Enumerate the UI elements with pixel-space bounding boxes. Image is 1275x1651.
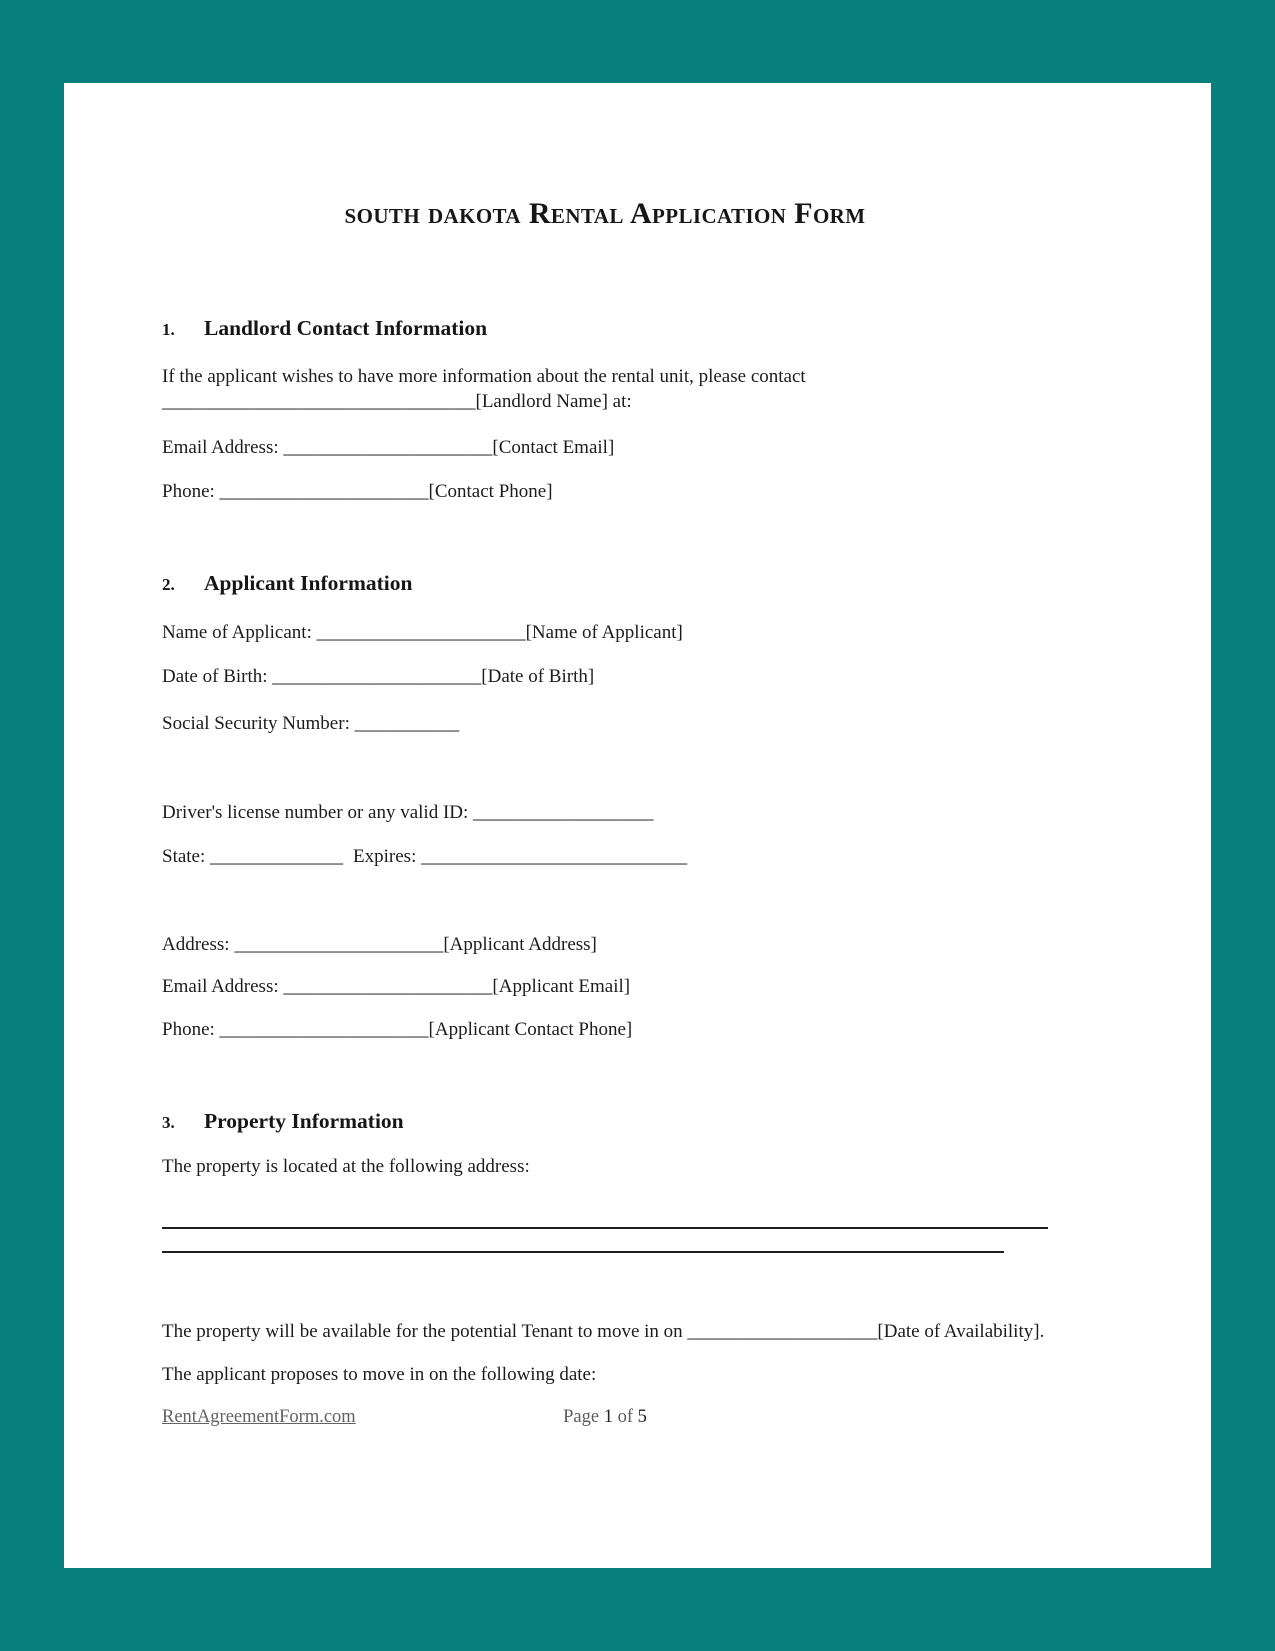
dob-blank: ______________________ bbox=[272, 666, 482, 687]
page-number: 1 bbox=[603, 1407, 613, 1427]
intro-text-after: at: bbox=[607, 391, 632, 412]
applicant-phone-blank: ______________________ bbox=[219, 1019, 429, 1040]
phone-placeholder: [Contact Phone] bbox=[428, 481, 553, 502]
applicant-phone-row bbox=[162, 1017, 1048, 1042]
proposes-move-in-text: The applicant proposes to move in on the following date: bbox=[162, 1364, 597, 1385]
applicant-email-row bbox=[162, 974, 1048, 999]
landlord-name-placeholder: [Landlord Name] bbox=[475, 391, 608, 412]
of-label: of bbox=[617, 1407, 633, 1427]
applicant-address-row bbox=[162, 932, 1048, 957]
date-of-birth-row bbox=[162, 664, 1048, 689]
property-located-text: The property is located at the following address: bbox=[162, 1156, 530, 1177]
document-title: south dakota Rental Application Form bbox=[344, 197, 866, 230]
phone-blank: ______________________ bbox=[219, 481, 429, 502]
field-label: Email Address: bbox=[162, 437, 284, 458]
landlord-name-blank: _________________________________ bbox=[162, 391, 476, 412]
property-address-blank-line-1 bbox=[162, 1227, 1048, 1229]
field-label: Date of Birth: bbox=[162, 666, 273, 687]
landlord-intro-paragraph bbox=[162, 364, 1048, 414]
intro-text: If the applicant wishes to have more information about the rental unit, please contact bbox=[162, 366, 806, 387]
field-label: Driver's license number or any valid ID: bbox=[162, 802, 474, 823]
state-blank: ______________ bbox=[210, 846, 344, 867]
footer-left bbox=[162, 1405, 457, 1430]
state-expires-row bbox=[162, 844, 1048, 869]
ssn-blank: ___________ bbox=[354, 713, 460, 734]
dob-placeholder: [Date of Birth] bbox=[481, 666, 595, 687]
address-placeholder: [Applicant Address] bbox=[443, 934, 597, 955]
section-number: 1. bbox=[162, 320, 175, 339]
availability-paragraph bbox=[162, 1319, 1048, 1344]
address-blank: ______________________ bbox=[234, 934, 444, 955]
field-label: State: bbox=[162, 846, 211, 867]
name-blank: ______________________ bbox=[316, 622, 526, 643]
section-heading-applicant-info bbox=[162, 569, 1048, 599]
section-heading-property-info bbox=[162, 1107, 1048, 1137]
drivers-license-row bbox=[162, 800, 1048, 825]
field-label: Social Security Number: bbox=[162, 713, 355, 734]
applicant-phone-placeholder: [Applicant Contact Phone] bbox=[428, 1019, 633, 1040]
field-label: Phone: bbox=[162, 1019, 220, 1040]
section-heading-text: Property Information bbox=[204, 1109, 404, 1133]
license-blank: ___________________ bbox=[473, 802, 654, 823]
page-total: 5 bbox=[637, 1407, 647, 1427]
section-number: 3. bbox=[162, 1113, 175, 1132]
section-number: 2. bbox=[162, 575, 175, 594]
availability-text: The property will be available for the potential Tenant to move in on bbox=[162, 1321, 688, 1342]
field-label: Phone: bbox=[162, 481, 220, 502]
expires-blank: ____________________________ bbox=[421, 846, 688, 867]
field-label: Email Address: bbox=[162, 976, 284, 997]
page-indicator bbox=[457, 1405, 752, 1430]
availability-placeholder: [Date of Availability]. bbox=[877, 1321, 1045, 1342]
document-page bbox=[64, 83, 1211, 1568]
section-heading-text: Landlord Contact Information bbox=[204, 316, 488, 340]
field-label: Name of Applicant: bbox=[162, 622, 317, 643]
field-label: Address: bbox=[162, 934, 235, 955]
page-label: Page bbox=[563, 1407, 600, 1427]
applicant-email-placeholder: [Applicant Email] bbox=[492, 976, 631, 997]
field-label: Expires: bbox=[353, 846, 422, 867]
page-footer bbox=[162, 1405, 1048, 1430]
property-address-blank-line-2 bbox=[162, 1251, 1004, 1253]
email-blank: ______________________ bbox=[283, 437, 493, 458]
landlord-phone-row bbox=[162, 479, 1048, 504]
availability-date-blank: ____________________ bbox=[687, 1321, 878, 1342]
applicant-email-blank: ______________________ bbox=[283, 976, 493, 997]
email-placeholder: [Contact Email] bbox=[492, 437, 615, 458]
name-placeholder: [Name of Applicant] bbox=[525, 622, 683, 643]
landlord-email-row bbox=[162, 435, 1048, 460]
section-heading-text: Applicant Information bbox=[204, 571, 413, 595]
ssn-row bbox=[162, 711, 1048, 736]
applicant-name-row bbox=[162, 620, 1048, 645]
site-link[interactable]: RentAgreementForm.com bbox=[162, 1407, 356, 1427]
section-heading-landlord-contact bbox=[162, 314, 1048, 344]
